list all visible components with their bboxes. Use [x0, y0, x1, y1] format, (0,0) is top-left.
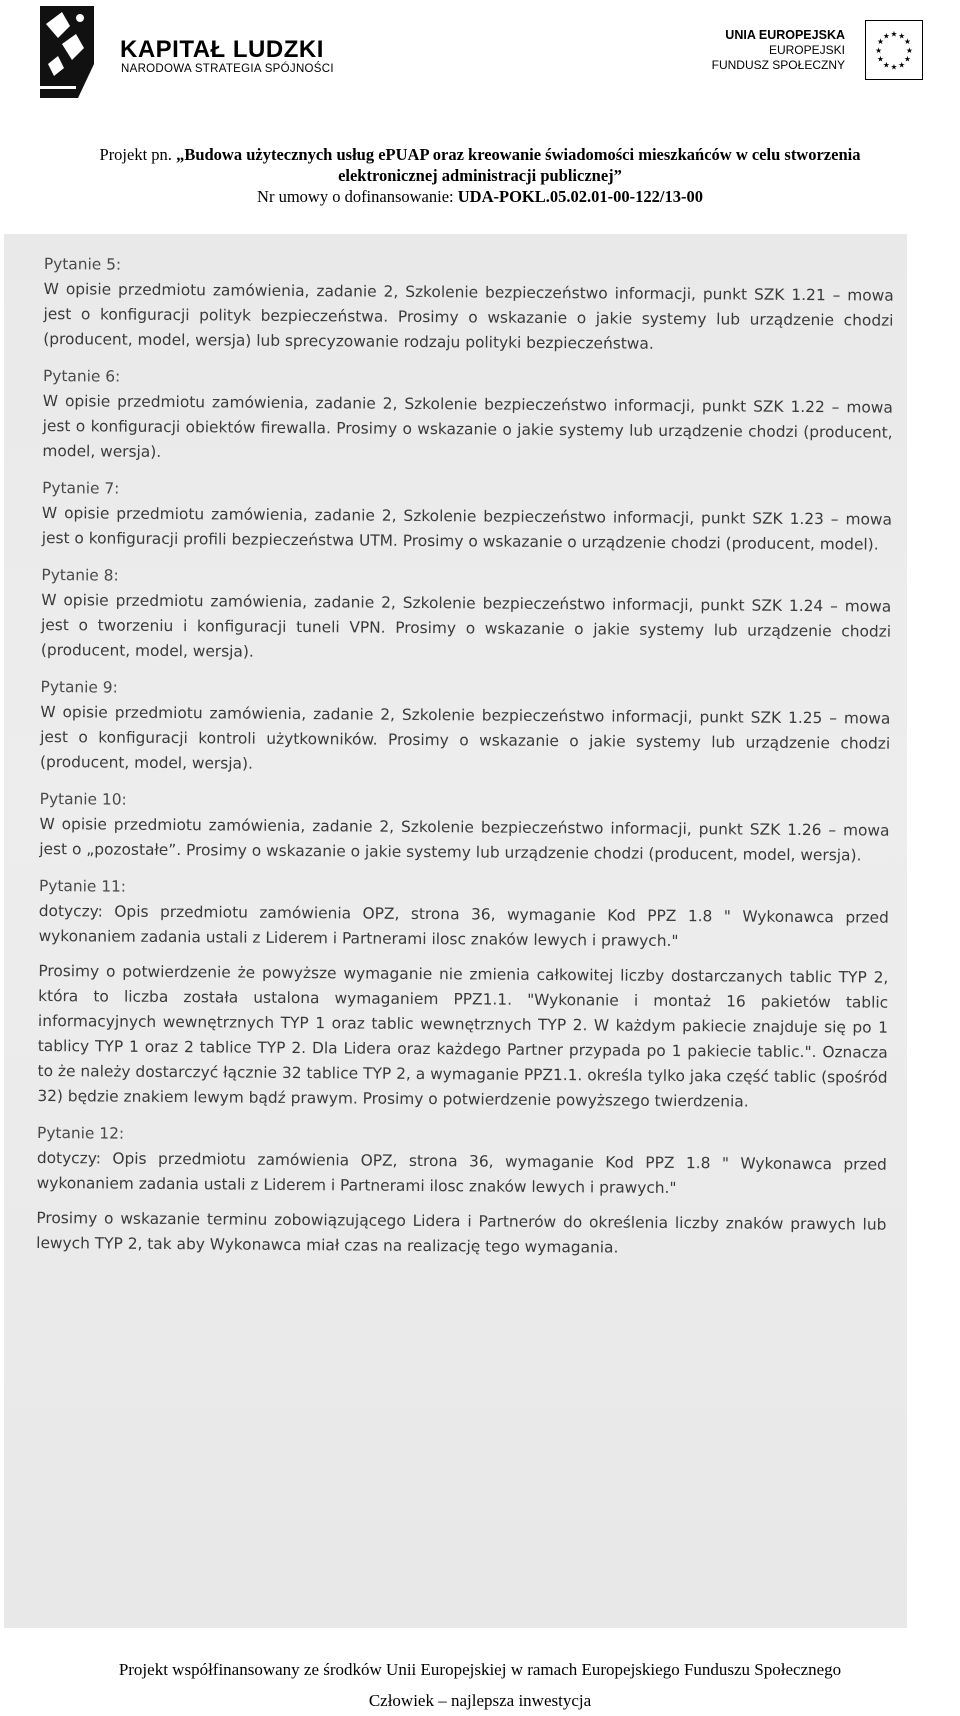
- question-label: Pytanie 6:: [42, 366, 121, 386]
- logo-title: KAPITAŁ LUDZKI: [120, 36, 324, 63]
- svg-text:★: ★: [877, 37, 884, 47]
- svg-text:★: ★: [882, 60, 890, 70]
- svg-text:★: ★: [898, 60, 906, 70]
- contract-number: UDA-POKL.05.02.01-00-122/13-00: [457, 187, 703, 206]
- question-block: [43, 252, 894, 359]
- svg-text:★: ★: [905, 45, 913, 55]
- question-block: [37, 874, 889, 1116]
- question-text: dotyczy: Opis przedmiotu zamówienia OPZ, strona 36, wymaganie Kod PPZ 1.8 " Wykonawca przed wykonaniem zadania ustali z Liderem i Partnerami ilosc znaków lewych i prawych.": [36, 1148, 887, 1197]
- project-title-part2: elektronicznej administracji publicznej”: [338, 166, 622, 185]
- eu-line3: FUNDUSZ SPOŁECZNY: [711, 58, 845, 72]
- svg-text:★: ★: [904, 37, 911, 47]
- question-text: W opisie przedmiotu zamówienia, zadanie 2, Szkolenie bezpieczeństwo informacji, punkt SZK 1.25 – mowa jest o konfiguracji kontroli użytkowników. Prosimy o wskazanie o jakie systemy lub urządzenie chodzi (producent, model, wersja).: [39, 702, 891, 773]
- question-text: W opisie przedmiotu zamówienia, zadanie 2, Szkolenie bezpieczeństwo informacji, punkt SZK 1.24 – mowa jest o tworzeniu i konfiguracji tuneli VPN. Prosimy o wskazanie o jakie systemy lub urządzenie chodzi (producent, model, wersja).: [40, 590, 892, 661]
- contract-line: [0, 186, 960, 207]
- project-prefix: Projekt pn.: [99, 145, 177, 164]
- svg-text:★: ★: [904, 54, 911, 64]
- project-title-line2: [0, 165, 960, 186]
- footer-cofinance: Projekt współfinansowany ze środków Unii Europejskiej w ramach Europejskiego Funduszu Społecznego: [118, 1660, 842, 1679]
- svg-text:★: ★: [890, 29, 898, 39]
- header-logos: [0, 0, 960, 110]
- question-block: [36, 1121, 887, 1263]
- question-label: Pytanie 10:: [39, 789, 127, 809]
- eu-flag-icon: [865, 20, 923, 80]
- question-label: Pytanie 5:: [43, 254, 122, 274]
- question-block: [39, 787, 890, 869]
- eu-text: [712, 28, 845, 73]
- eu-line1: UNIA EUROPEJSKA: [725, 28, 845, 42]
- svg-text:★: ★: [882, 31, 890, 41]
- project-title-part1: „Budowa użytecznych usług ePUAP oraz kreowanie świadomości mieszkańców w celu stworzenia: [176, 145, 861, 164]
- scanned-page: [4, 234, 907, 1628]
- question-text: W opisie przedmiotu zamówienia, zadanie 2, Szkolenie bezpieczeństwo informacji, punkt SZK 1.23 – mowa jest o konfiguracji profili bezpieczeństwa UTM. Prosimy o wskazanie o urządzenie chodzi (producent, model).: [41, 503, 892, 554]
- project-title-line1: [0, 144, 960, 165]
- questions-list: [36, 252, 894, 1275]
- question-text: W opisie przedmiotu zamówienia, zadanie 2, Szkolenie bezpieczeństwo informacji, punkt SZK 1.26 – mowa jest o „pozostałe”. Prosimy o wskazanie o jakie systemy lub urządzenie chodzi (producent, model, wersja).: [39, 814, 890, 865]
- question-block: [42, 364, 893, 471]
- project-header: [0, 144, 960, 207]
- question-text: W opisie przedmiotu zamówienia, zadanie 2, Szkolenie bezpieczeństwo informacji, punkt SZK 1.21 – mowa jest o konfiguracji polityk bezpieczeństwa. Prosimy o wskazanie o jakie systemy lub urządzenie chodzi (producent, model, wersja) lub sprecyzowanie rodzaju polityki bezpieczeństwa.: [43, 279, 894, 353]
- question-label: Pytanie 12:: [37, 1123, 125, 1143]
- eu-line2: EUROPEJSKI: [768, 43, 845, 57]
- question-text: W opisie przedmiotu zamówienia, zadanie 2, Szkolenie bezpieczeństwo informacji, punkt SZK 1.22 – mowa jest o konfiguracji obiektów firewalla. Prosimy o wskazanie o jakie systemy lub urządzenie chodzi (producent, model, wersja).: [42, 391, 893, 461]
- question-text: Prosimy o potwierdzenie że powyższe wymaganie nie zmienia całkowitej liczby dostarczanych tablic TYP 2, która to liczba została ustalona wymaganiem PPZ1.1. "Wykonanie i montaż 16 pakietów tablic informacyjnych wewnętrznych TYP 1 oraz tablic wewnętrznych TYP 2. W każdym pakiecie znajduje się po 1 tablicy TYP 1 oraz 2 tablice TYP 2. Dla Lidera oraz każdego Partner przypada po 1 pakiecie tablic.". Oznacza to że należy dostarczyć łącznie 32 tablice TYP 2, a wymaganie PPZ1.1. określa tylko jaka część tablic (spośród 32) będzie znakiem lewym bądź prawym. Prosimy o potwierdzenie powyższego twierdzenia.: [37, 961, 889, 1111]
- svg-text:★: ★: [875, 45, 883, 55]
- question-text: Prosimy o wskazanie terminu zobowiązującego Lidera i Partnerów do określenia liczby znaków prawych lub lewych TYP 2, tak aby Wykonawca miał czas na realizację tego wymagania.: [36, 1208, 887, 1257]
- question-text: dotyczy: Opis przedmiotu zamówienia OPZ, strona 36, wymaganie Kod PPZ 1.8 " Wykonawca przed wykonaniem zadania ustali z Liderem i Partnerami ilosc znaków lewych i prawych.": [38, 901, 889, 951]
- kapital-ludzki-logo-icon: [32, 4, 102, 98]
- question-label: Pytanie 11:: [38, 876, 127, 896]
- question-label: Pytanie 9:: [40, 677, 118, 697]
- svg-text:★: ★: [877, 54, 884, 64]
- footer-slogan: Człowiek – najlepsza inwestycja: [368, 1691, 592, 1710]
- svg-text:★: ★: [898, 31, 906, 41]
- question-label: Pytanie 7:: [42, 478, 120, 498]
- svg-text:★: ★: [890, 62, 898, 72]
- question-block: [42, 476, 893, 558]
- question-label: Pytanie 8:: [41, 565, 119, 585]
- question-block: [41, 563, 892, 670]
- contract-prefix: Nr umowy o dofinansowanie:: [257, 187, 458, 206]
- logo-subtitle: NARODOWA STRATEGIA SPÓJNOŚCI: [121, 63, 334, 75]
- question-block: [40, 675, 891, 782]
